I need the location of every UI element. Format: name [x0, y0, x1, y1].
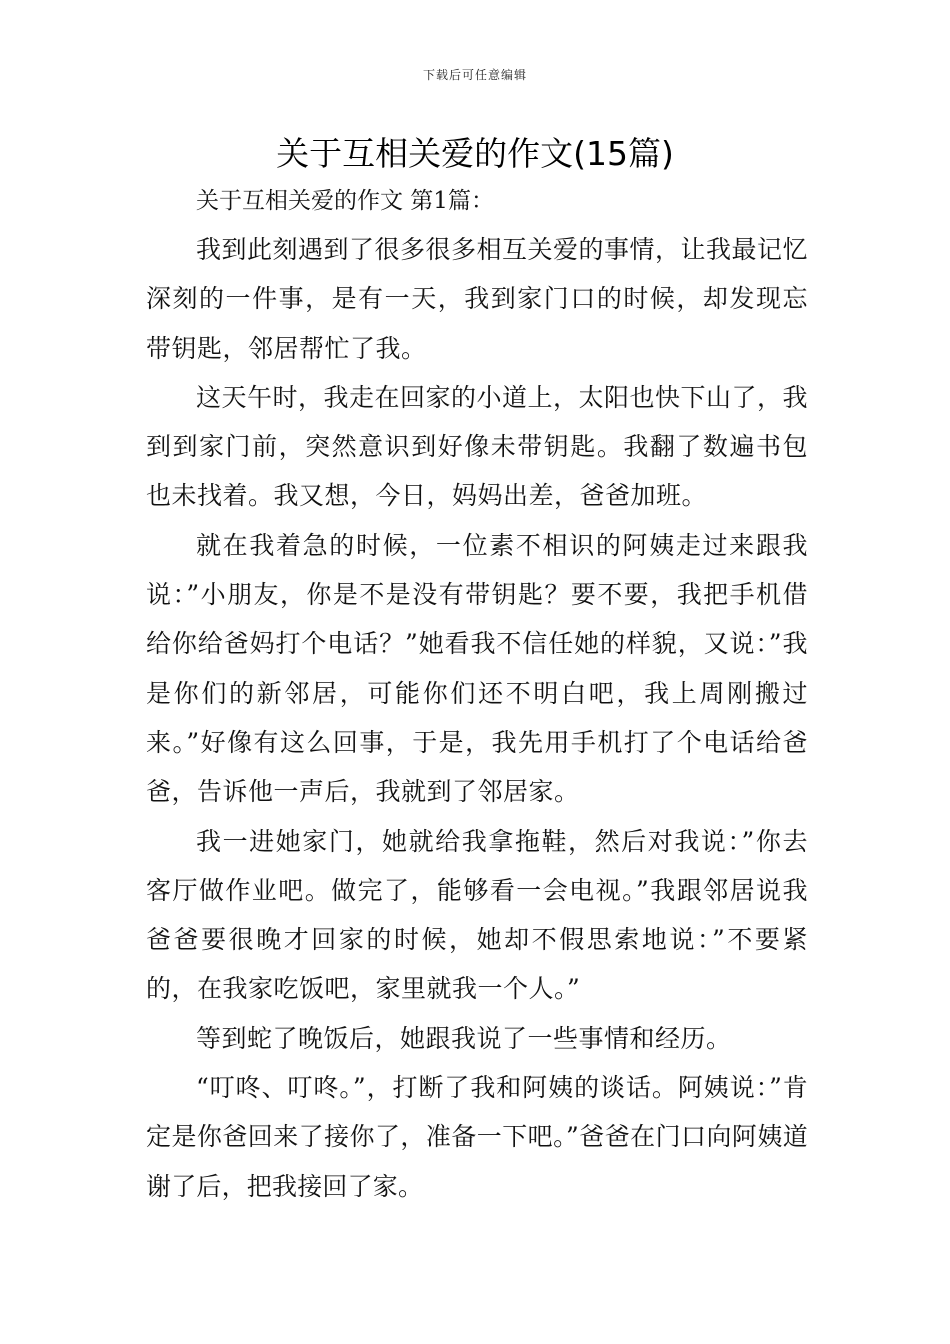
- paragraph-4: 我一进她家门，她就给我拿拖鞋，然后对我说：”你去客厅做作业吧。做完了，能够看一会电视。”我跟邻居说我爸爸要很晚才回家的时候，她却不假思索地说：”不要紧的，在我家吃饭吧，家里就我一个人。”: [146, 826, 808, 1004]
- paragraph-2: 这天午时，我走在回家的小道上，太阳也快下山了，我到到家门前，突然意识到好像未带钥匙。我翻了数遍书包也未找着。我又想，今日，妈妈出差，爸爸加班。: [146, 382, 809, 511]
- header-note: 下载后可任意编辑: [422, 68, 527, 82]
- paragraph-6: “叮咚、叮咚。”，打断了我和阿姨的谈话。阿姨说：”肯定是你爸回来了接你了，准备一下吧。”爸爸在门口向阿姨道谢了后，把我接回了家。: [146, 1073, 808, 1201]
- document-body: [146, 225, 808, 1211]
- paragraph-3: 就在我着急的时候，一位素不相识的阿姨走过来跟我说：”小朋友，你是不是没有带钥匙？要不要，我把手机借给你给爸妈打个电话？”她看我不信任她的样貌，又说：”我是你们的新邻居，可能你们还不明白吧，我上周刚搬过来。”好像有这么回事，于是，我先用手机打了个电话给爸爸，告诉他一声后，我就到了邻居家。: [146, 530, 808, 807]
- document-title: 关于互相关爱的作文(15篇): [276, 134, 674, 173]
- paragraph-1: 我到此刻遇到了很多很多相互关爱的事情，让我最记忆深刻的一件事，是有一天，我到家门口的时候，却发现忘带钥匙，邻居帮忙了我。: [146, 235, 809, 363]
- paragraph-5: 等到蛇了晚饭后，她跟我说了一些事情和经历。: [196, 1023, 732, 1053]
- section-subheading: 关于互相关爱的作文 第1篇：: [196, 188, 494, 214]
